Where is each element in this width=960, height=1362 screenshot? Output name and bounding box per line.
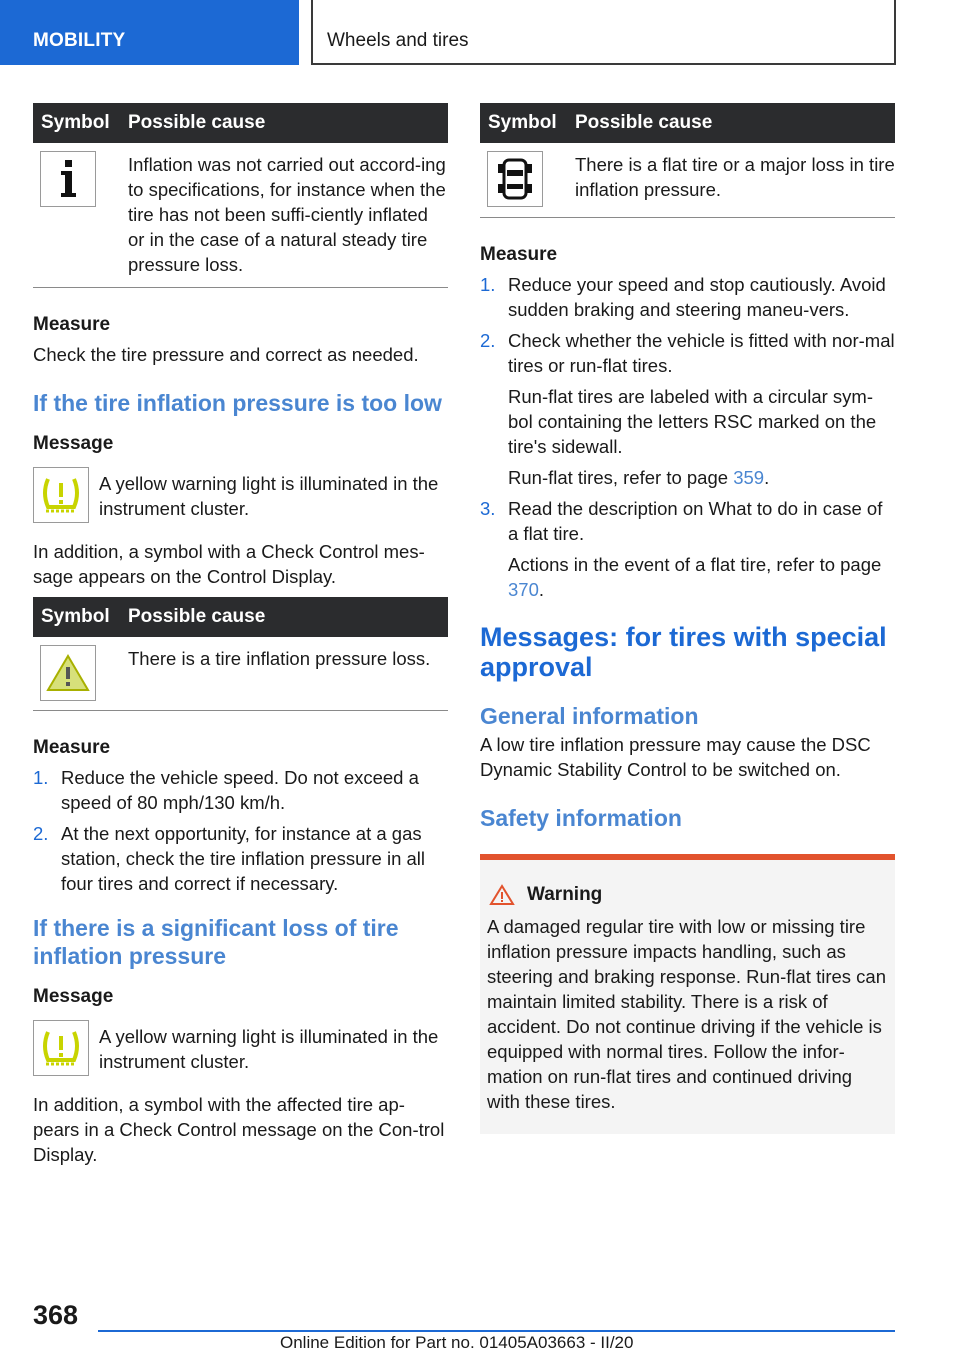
step-subtext: Run-flat tires are labeled with a circular sym-bol containing the letters RSC marked on the tire's sidewall. — [508, 386, 877, 457]
step-number: 2. — [480, 330, 496, 351]
step-text: Read the description on What to do in case of a flat tire. — [508, 498, 883, 544]
symbol-table-1 — [33, 103, 448, 288]
list-item — [33, 821, 448, 896]
reference-prefix: Run-flat tires, refer to page — [508, 467, 734, 488]
right-column — [480, 103, 895, 1134]
step-text: Reduce the vehicle speed. Do not exceed a speed of 80 mph/130 km/h. — [61, 767, 419, 813]
page-link-370[interactable]: 370 — [508, 579, 539, 600]
tire-pressure-warning-icon — [33, 1020, 89, 1076]
table-row — [33, 143, 448, 288]
reference-suffix: . — [764, 467, 770, 488]
page-number: 368 — [33, 1300, 79, 1330]
step-number: 1. — [33, 767, 49, 788]
section-heading-general-information: General information — [480, 703, 699, 729]
table-header-cause: Possible cause — [128, 606, 266, 627]
measure-steps — [480, 272, 895, 602]
step-number: 3. — [480, 498, 496, 519]
section-heading-special-approval: Messages: for tires with special approval — [480, 622, 887, 682]
message-heading: Message — [33, 986, 114, 1007]
step-text: At the next opportunity, for instance at a gas station, check the tire inflation pressure in all four tires and correct if necessary. — [61, 823, 426, 894]
page-link-359[interactable]: 359 — [733, 467, 765, 488]
car-flat-tire-icon — [487, 151, 543, 207]
step-number: 1. — [480, 274, 496, 295]
left-column — [33, 103, 448, 1167]
table-header-cause: Possible cause — [575, 112, 713, 133]
measure-heading: Measure — [33, 737, 111, 758]
section-heading-significant-loss: If there is a significant loss of tire inflation pressure — [33, 915, 399, 969]
section-heading-safety-information: Safety information — [480, 805, 682, 831]
symbol-table-2 — [33, 597, 448, 711]
measure-heading: Measure — [480, 244, 558, 265]
message-row — [33, 1020, 448, 1076]
table-row — [480, 143, 895, 218]
table-header-symbol: Symbol — [41, 112, 110, 133]
table-header-cause: Possible cause — [128, 112, 266, 133]
symbol-table-3 — [480, 103, 895, 218]
warning-triangle-icon — [40, 645, 96, 701]
measure-heading: Measure — [33, 314, 111, 335]
message-text: A yellow warning light is illuminated in the instrument cluster. — [99, 473, 439, 519]
step-subtext-reference — [508, 465, 895, 490]
warning-title-row — [487, 884, 888, 906]
table-cause-text: There is a tire inflation pressure loss. — [128, 648, 431, 669]
addition-text: In addition, a symbol with the affected tire ap-pears in a Check Control message on the Con-trol Display. — [33, 1094, 445, 1165]
step-text: Check whether the vehicle is fitted with nor-mal tires or run-flat tires. — [508, 330, 895, 376]
warning-box — [480, 854, 895, 1134]
warning-title: Warning — [527, 884, 603, 905]
footer-divider — [98, 1330, 895, 1332]
list-item — [33, 765, 448, 815]
header-chapter-title: Wheels and tires — [311, 0, 896, 65]
message-text: A yellow warning light is illuminated in the instrument cluster. — [99, 1026, 439, 1072]
step-text: Reduce your speed and stop cautiously. Avoid sudden braking and steering maneu-vers. — [508, 274, 886, 320]
list-item — [480, 272, 895, 322]
header-section-label: MOBILITY — [0, 0, 299, 65]
general-information-text: A low tire inflation pressure may cause the DSC Dynamic Stability Control to be switched on. — [480, 734, 871, 780]
message-heading: Message — [33, 433, 114, 454]
table-header-symbol: Symbol — [488, 112, 557, 133]
table-row — [33, 637, 448, 711]
message-row — [33, 467, 448, 523]
addition-text: In addition, a symbol with a Check Control mes-sage appears on the Control Display. — [33, 541, 425, 587]
section-heading-too-low: If the tire inflation pressure is too low — [33, 390, 442, 416]
step-subtext-reference — [508, 552, 895, 602]
measure-text: Check the tire pressure and correct as needed. — [33, 344, 419, 365]
table-header — [33, 597, 448, 637]
tire-pressure-warning-icon — [33, 467, 89, 523]
reference-suffix: . — [538, 579, 545, 600]
table-cause-text: There is a flat tire or a major loss in tire inflation pressure. — [575, 154, 895, 200]
list-item — [480, 496, 895, 602]
measure-steps — [33, 765, 448, 896]
table-cause-text: Inflation was not carried out accord-ing to specifications, for instance when the tire has not been suffi-ciently inflated or in the case of a natural steady tire pressure loss. — [128, 154, 446, 275]
warning-text: A damaged regular tire with low or missing tire inflation pressure impacts handling, such as steering and braking response. Run-flat tires can maintain limited stability. There is a risk of accident. Do not continue driving if the vehicle is equipped with normal tires. Follow the infor-mation on run-flat tires and continued driving with these tires. — [487, 916, 886, 1112]
reference-prefix: Actions in the event of a flat tire, refer to page — [508, 554, 882, 575]
step-number: 2. — [33, 823, 49, 844]
info-icon — [40, 151, 96, 207]
list-item — [480, 328, 895, 490]
table-header — [480, 103, 895, 143]
edition-text: Online Edition for Part no. 01405A03663 - II/20 — [280, 1333, 634, 1352]
table-header-symbol: Symbol — [41, 606, 110, 627]
table-header — [33, 103, 448, 143]
warning-triangle-icon — [489, 884, 515, 906]
